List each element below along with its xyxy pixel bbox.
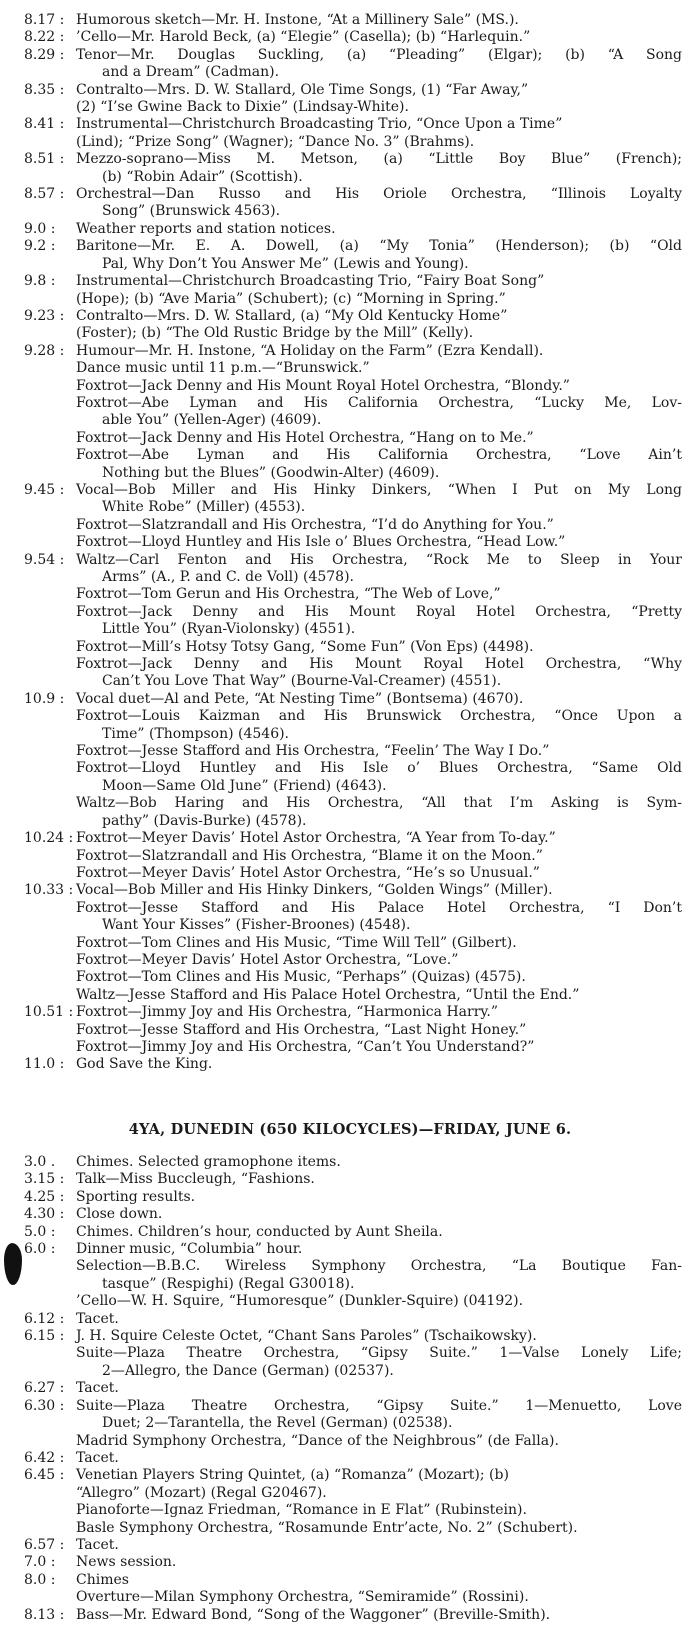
- entry-line: Orchestral—Dan Russo and His Oriole Orchestra, “Illinois Loyalty: [76, 186, 682, 203]
- entry-line: Basle Symphony Orchestra, “Rosamunde Entr’acte, No. 2” (Schubert).: [76, 1519, 578, 1536]
- entry-line: Humorous sketch—Mr. H. Instone, “At a Millinery Sale” (MS.).: [76, 12, 519, 28]
- entry-body: [76, 29, 682, 46]
- entry-time: 10.51 :: [24, 1004, 74, 1021]
- entry-line: Waltz—Jesse Stafford and His Palace Hotel Orchestra, “Until the End.”: [76, 986, 580, 1003]
- entry-body: [76, 1056, 682, 1073]
- entry-line: Contralto—Mrs. D. W. Stallard, Ole Time Songs, (1) “Far Away,”: [76, 81, 529, 98]
- entry-time: 9.23 :: [24, 307, 65, 324]
- entry-line: Contralto—Mrs. D. W. Stallard, (a) “My Old Kentucky Home”: [76, 307, 508, 324]
- entry-body: [76, 151, 682, 186]
- programme-entry: [24, 1467, 682, 1537]
- entry-body: [76, 1004, 682, 1056]
- entry-line: Foxtrot—Abe Lyman and His California Orchestra, “Lucky Me, Lov-: [76, 394, 682, 411]
- entry-body: [76, 691, 682, 830]
- entry-body: [76, 221, 682, 238]
- entry-time: 9.8 :: [24, 273, 56, 290]
- entry-time: 5.0 :: [24, 1223, 56, 1240]
- entry-line: Foxtrot—Slatzrandall and His Orchestra, “I’d do Anything for You.”: [76, 516, 554, 533]
- entry-line: Little You” (Ryan-Violonsky) (4551).: [102, 621, 356, 638]
- entry-time: 8.17 :: [24, 12, 65, 28]
- programme-entry: [24, 186, 682, 221]
- entry-line: Foxtrot—Jesse Stafford and His Palace Hotel Orchestra, “I Don’t: [76, 899, 682, 916]
- entry-line: Song” (Brunswick 4563).: [102, 203, 281, 220]
- entry-body: [76, 1398, 682, 1450]
- entry-time: 11.0 :: [24, 1056, 65, 1073]
- entry-line: Pal, Why Don’t You Answer Me” (Lewis and Young).: [102, 255, 469, 272]
- entry-line: Chimes: [76, 1571, 129, 1588]
- entry-line: Time” (Thompson) (4546).: [102, 725, 290, 742]
- programme-entry: [24, 1554, 682, 1571]
- entry-time: 6.0 :: [24, 1241, 56, 1258]
- programme-entry: [24, 221, 682, 238]
- entry-line: Foxtrot—Louis Kaizman and His Brunswick Orchestra, “Once Upon a: [76, 708, 682, 725]
- entry-time: 9.45 :: [24, 481, 65, 498]
- entry-line: Suite—Plaza Theatre Orchestra, “Gipsy Suite.” 1—Valse Lonely Life;: [76, 1345, 682, 1362]
- entry-body: [76, 830, 682, 882]
- entry-time: 8.0 :: [24, 1571, 56, 1588]
- entry-body: [76, 1311, 682, 1328]
- entry-line: Foxtrot—Jimmy Joy and His Orchestra, “Harmonica Harry.”: [76, 1004, 499, 1021]
- entry-line: tasque” (Respighi) (Regal G30018).: [102, 1275, 355, 1292]
- programme-entry: [24, 1189, 682, 1206]
- entry-time: 6.42 :: [24, 1449, 65, 1466]
- programme-entry: [24, 151, 682, 186]
- entry-time: 6.15 :: [24, 1328, 65, 1345]
- programme-entry: [24, 1171, 682, 1188]
- entry-time: 9.28 :: [24, 342, 65, 359]
- entry-line: Can’t You Love That Way” (Bourne-Val-Creamer) (4551).: [102, 673, 502, 690]
- entry-line: Waltz—Bob Haring and His Orchestra, “All that I’m Asking is Sym-: [76, 795, 682, 812]
- entry-line: and a Dream” (Cadman).: [102, 64, 280, 81]
- entry-line: (b) “Robin Adair” (Scottish).: [102, 168, 303, 185]
- entry-body: [76, 882, 682, 1004]
- programme-entry: [24, 47, 682, 82]
- programme-entry: [24, 1380, 682, 1397]
- entry-body: [76, 343, 682, 482]
- programme-entry: [24, 308, 682, 343]
- entry-line: Foxtrot—Tom Clines and His Music, “Perhaps” (Quizas) (4575).: [76, 969, 526, 986]
- programme-entry: [24, 482, 682, 552]
- entry-line: Madrid Symphony Orchestra, “Dance of the Neighbrous” (de Falla).: [76, 1432, 559, 1449]
- entry-line: (2) “I’se Gwine Back to Dixie” (Lindsay-White).: [76, 99, 409, 116]
- entry-time: 8.41 :: [24, 116, 65, 133]
- programme-entry: [24, 1154, 682, 1171]
- entry-line: Close down.: [76, 1206, 163, 1223]
- entry-time: 9.54 :: [24, 551, 65, 568]
- entry-line: Instrumental—Christchurch Broadcasting Trio, “Fairy Boat Song”: [76, 273, 545, 290]
- entry-line: Vocal duet—Al and Pete, “At Nesting Time” (Bontsema) (4670).: [76, 690, 524, 707]
- entry-body: [76, 1189, 682, 1206]
- programme-entry: [24, 1241, 682, 1311]
- entry-line: Talk—Miss Buccleugh, “Fashions.: [76, 1171, 315, 1188]
- programme-entry: [24, 29, 682, 46]
- programme-entry: [24, 1056, 682, 1073]
- entry-time: 10.33 :: [24, 882, 74, 899]
- entry-line: Selection—B.B.C. Wireless Symphony Orchestra, “La Boutique Fan-: [76, 1258, 682, 1275]
- entry-time: 8.57 :: [24, 186, 65, 203]
- entry-line: Foxtrot—Tom Clines and His Music, “Time Will Tell” (Gilbert).: [76, 934, 517, 951]
- programme-entry: [24, 273, 682, 308]
- entry-line: Overture—Milan Symphony Orchestra, “Semiramide” (Rossini).: [76, 1589, 529, 1606]
- entry-line: pathy” (Davis-Burke) (4578).: [102, 812, 307, 829]
- entry-line: Waltz—Carl Fenton and His Orchestra, “Rock Me to Sleep in Your: [76, 551, 682, 568]
- entry-line: Dance music until 11 p.m.—“Brunswick.”: [76, 360, 370, 377]
- entry-line: (Hope); (b) “Ave Maria” (Schubert); (c) “Morning in Spring.”: [76, 290, 506, 307]
- entry-line: Suite—Plaza Theatre Orchestra, “Gipsy Suite.” 1—Menuetto, Love: [76, 1397, 682, 1414]
- entry-line: Foxtrot—Jack Denny and His Mount Royal Hotel Orchestra, “Blondy.”: [76, 377, 570, 394]
- entry-line: Dinner music, “Columbia” hour.: [76, 1241, 303, 1258]
- entry-line: J. H. Squire Celeste Octet, “Chant Sans Paroles” (Tschaikowsky).: [76, 1328, 537, 1345]
- entry-time: 3.0 .: [24, 1154, 56, 1170]
- entry-body: [76, 308, 682, 343]
- entry-time: 8.13 :: [24, 1606, 65, 1623]
- entry-time: 6.57 :: [24, 1536, 65, 1553]
- programme-entry: [24, 82, 682, 117]
- entry-line: Foxtrot—Jack Denny and His Hotel Orchestra, “Hang on to Me.”: [76, 429, 534, 446]
- programme-entry: [24, 238, 682, 273]
- entry-line: Duet; 2—Tarantella, the Revel (German) (02538).: [102, 1415, 453, 1432]
- programme-entry: [24, 116, 682, 151]
- entry-line: Sporting results.: [76, 1188, 196, 1205]
- entry-line: Mezzo-soprano—Miss M. Metson, (a) “Little Boy Blue” (French);: [76, 151, 682, 168]
- entry-line: Foxtrot—Jesse Stafford and His Orchestra, “Last Night Honey.”: [76, 1021, 527, 1038]
- entry-body: [76, 1206, 682, 1223]
- entry-line: Vocal—Bob Miller and His Hinky Dinkers, “Golden Wings” (Miller).: [76, 882, 553, 899]
- entry-body: [76, 552, 682, 691]
- entry-line: ’Cello—Mr. Harold Beck, (a) “Elegie” (Casella); (b) “Harlequin.”: [76, 29, 531, 46]
- entry-time: 9.2 :: [24, 238, 56, 255]
- entry-body: [76, 82, 682, 117]
- entry-line: (Lind); “Prize Song” (Wagner); “Dance No. 3” (Brahms).: [76, 133, 475, 150]
- entry-line: Foxtrot—Lloyd Huntley and His Isle o’ Blues Orchestra, “Same Old: [76, 760, 682, 777]
- entry-body: [76, 1328, 682, 1380]
- entry-body: [76, 1607, 682, 1624]
- entry-body: [76, 47, 682, 82]
- entry-time: 6.45 :: [24, 1467, 65, 1484]
- entry-line: Tacet.: [76, 1449, 119, 1466]
- entry-body: [76, 1171, 682, 1188]
- programme-entry: [24, 1398, 682, 1450]
- entry-line: News session.: [76, 1554, 177, 1571]
- entry-line: Foxtrot—Tom Gerun and His Orchestra, “The Web of Love,”: [76, 586, 501, 603]
- entry-body: [76, 12, 682, 29]
- programme-entry: [24, 1537, 682, 1554]
- entry-line: Foxtrot—Abe Lyman and His California Orchestra, “Love Ain’t: [76, 447, 682, 464]
- entry-line: Moon—Same Old June” (Friend) (4643).: [102, 777, 387, 794]
- programme-entry: [24, 1572, 682, 1607]
- entry-body: [76, 1467, 682, 1537]
- entry-line: Foxtrot—Meyer Davis’ Hotel Astor Orchestra, “He’s so Unusual.”: [76, 864, 540, 881]
- entry-line: Foxtrot—Jesse Stafford and His Orchestra, “Feelin’ The Way I Do.”: [76, 743, 550, 760]
- entry-line: Tacet.: [76, 1536, 119, 1553]
- entry-body: [76, 1224, 682, 1241]
- entry-line: God Save the King.: [76, 1056, 213, 1073]
- entry-time: 6.30 :: [24, 1397, 65, 1414]
- entry-line: Foxtrot—Slatzrandall and His Orchestra, “Blame it on the Moon.”: [76, 847, 543, 864]
- entry-time: 10.24 :: [24, 830, 74, 847]
- entry-body: [76, 1554, 682, 1571]
- programme-entry: [24, 691, 682, 830]
- entry-line: Chimes. Children’s hour, conducted by Aunt Sheila.: [76, 1223, 443, 1240]
- entry-time: 8.22 :: [24, 29, 65, 46]
- entry-line: Nothing but the Blues” (Goodwin-Alter) (4609).: [102, 464, 440, 481]
- entry-line: 2—Allegro, the Dance (German) (02537).: [102, 1362, 394, 1379]
- entry-line: Venetian Players String Quintet, (a) “Romanza” (Mozart); (b): [76, 1467, 509, 1484]
- programme-entry: [24, 1328, 682, 1380]
- entry-line: Tacet.: [76, 1310, 119, 1327]
- entry-line: Arms” (A., P. and C. de Voll) (4578).: [102, 569, 354, 585]
- entry-time: 4.30 :: [24, 1206, 65, 1223]
- entry-line: Foxtrot—Jack Denny and His Mount Royal Hotel Orchestra, “Pretty: [76, 603, 682, 620]
- programme-entry: [24, 1004, 682, 1056]
- programme-entry: [24, 830, 682, 882]
- entry-time: 8.35 :: [24, 81, 65, 98]
- entry-line: Foxtrot—Jimmy Joy and His Orchestra, “Can’t You Understand?”: [76, 1038, 535, 1055]
- entry-line: (Foster); (b) “The Old Rustic Bridge by the Mill” (Kelly).: [76, 325, 474, 342]
- entry-time: 10.9 :: [24, 690, 65, 707]
- entry-line: Want Your Kisses” (Fisher-Broones) (4548).: [102, 917, 411, 934]
- entry-body: [76, 1537, 682, 1554]
- entry-body: [76, 482, 682, 552]
- entry-time: 9.0 :: [24, 220, 56, 237]
- programme-entry: [24, 1450, 682, 1467]
- entry-time: 4.25 :: [24, 1188, 65, 1205]
- entry-line: able You” (Yellen-Ager) (4609).: [102, 412, 322, 429]
- entry-body: [76, 1154, 682, 1171]
- entry-time: 8.29 :: [24, 46, 65, 63]
- entry-time: 3.15 :: [24, 1171, 65, 1188]
- entry-line: Tacet.: [76, 1380, 119, 1397]
- programme-entry: [24, 1607, 682, 1624]
- programme-entry: [24, 1311, 682, 1328]
- entry-body: [76, 116, 682, 151]
- entry-line: Chimes. Selected gramophone items.: [76, 1154, 341, 1170]
- programme-entry: [24, 1206, 682, 1223]
- entry-time: 7.0 :: [24, 1554, 56, 1571]
- programme-entry: [24, 1224, 682, 1241]
- programme-entry: [24, 343, 682, 482]
- entry-body: [76, 1241, 682, 1311]
- entry-line: Foxtrot—Jack Denny and His Mount Royal Hotel Orchestra, “Why: [76, 656, 682, 673]
- entry-line: Vocal—Bob Miller and His Hinky Dinkers, “When I Put on My Long: [76, 481, 682, 498]
- entry-body: [76, 238, 682, 273]
- entry-line: Weather reports and station notices.: [76, 220, 336, 237]
- entry-time: 8.51 :: [24, 151, 65, 168]
- entry-line: White Robe” (Miller) (4553).: [102, 499, 306, 516]
- entry-body: [76, 1572, 682, 1607]
- entry-body: [76, 1380, 682, 1397]
- entry-time: 6.12 :: [24, 1310, 65, 1327]
- entry-line: Baritone—Mr. E. A. Dowell, (a) “My Tonia” (Henderson); (b) “Old: [76, 238, 682, 255]
- dunedin-programme-section: [24, 1154, 682, 1624]
- entry-line: Foxtrot—Meyer Davis’ Hotel Astor Orchestra, “Love.”: [76, 951, 459, 968]
- entry-line: Humour—Mr. H. Instone, “A Holiday on the Farm” (Ezra Kendall).: [76, 342, 544, 359]
- entry-line: Instrumental—Christchurch Broadcasting Trio, “Once Upon a Time”: [76, 116, 563, 133]
- entry-line: “Allegro” (Mozart) (Regal G20467).: [76, 1484, 327, 1501]
- station-heading: 4YA, DUNEDIN (650 KILOCYCLES)—FRIDAY, JUNE 6.: [128, 1121, 572, 1138]
- programme-entry: [24, 552, 682, 691]
- entry-line: Pianoforte—Ignaz Friedman, “Romance in E Flat” (Rubinstein).: [76, 1502, 527, 1519]
- entry-time: 6.27 :: [24, 1380, 65, 1397]
- entry-line: Tenor—Mr. Douglas Suckling, (a) “Pleading” (Elgar); (b) “A Song: [76, 46, 682, 63]
- entry-line: ’Cello—W. H. Squire, “Humoresque” (Dunkler-Squire) (04192).: [76, 1293, 524, 1310]
- friday-continued-section: [24, 12, 682, 1074]
- entry-body: [76, 186, 682, 221]
- entry-body: [76, 1450, 682, 1467]
- entry-line: Foxtrot—Meyer Davis’ Hotel Astor Orchestra, “A Year from To-day.”: [76, 830, 556, 847]
- entry-line: Foxtrot—Lloyd Huntley and His Isle o’ Blues Orchestra, “Head Low.”: [76, 534, 566, 551]
- entry-body: [76, 273, 682, 308]
- ink-blot: [4, 1243, 22, 1285]
- programme-entry: [24, 882, 682, 1004]
- programme-entry: [24, 12, 682, 29]
- entry-line: Foxtrot—Mill’s Hotsy Totsy Gang, “Some Fun” (Von Eps) (4498).: [76, 638, 534, 655]
- entry-line: Bass—Mr. Edward Bond, “Song of the Waggoner” (Breville-Smith).: [76, 1606, 551, 1623]
